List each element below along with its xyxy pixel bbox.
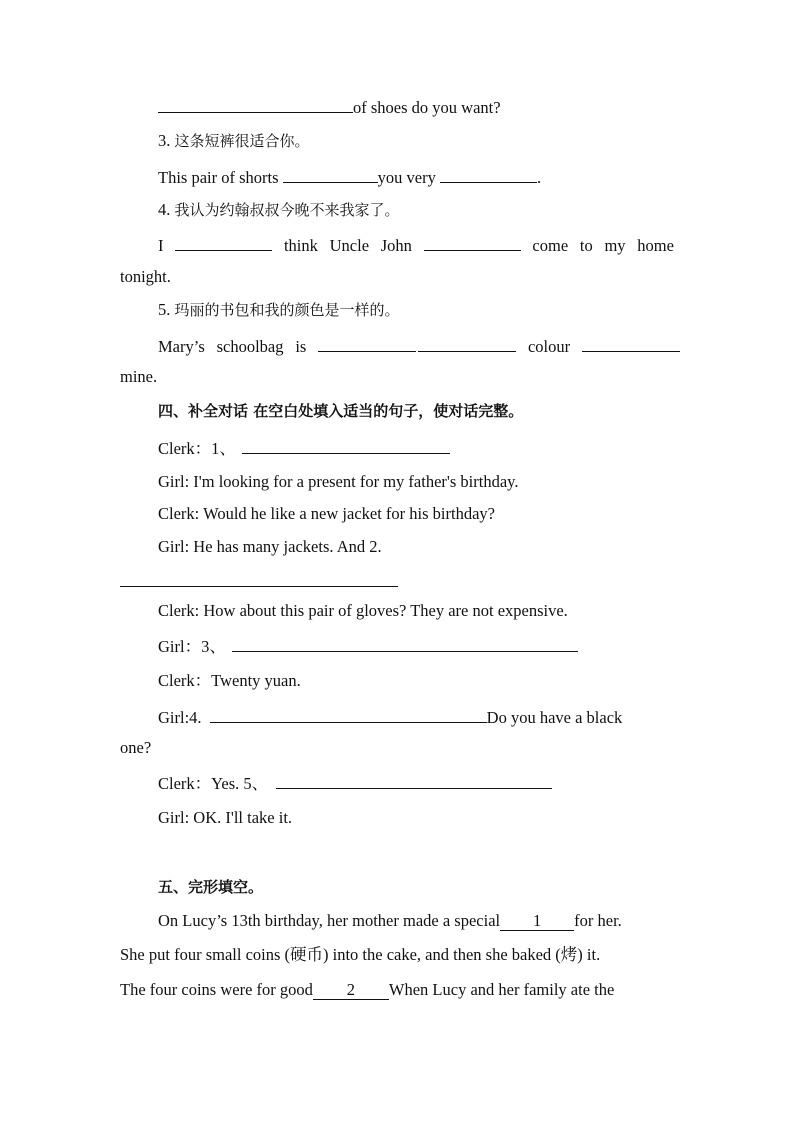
cloze-line: [158, 911, 622, 931]
answer-blank[interactable]: [424, 234, 521, 251]
english-text: is: [295, 337, 307, 356]
answer-blank[interactable]: [210, 706, 487, 723]
dialogue-line: [158, 706, 622, 728]
english-text: John: [380, 236, 412, 255]
cloze-text: When Lucy and her family ate the: [388, 980, 615, 999]
answer-blank[interactable]: [276, 772, 552, 789]
english-text: tonight.: [120, 267, 171, 286]
dialogue-line: [158, 772, 552, 794]
question-number: 3.: [158, 131, 171, 150]
dialogue-line: Girl: OK. I'll take it.: [158, 808, 293, 827]
q2-line: [158, 96, 501, 118]
double-blank: [318, 335, 516, 357]
cloze-text: The four coins were for good: [120, 980, 313, 999]
english-text: This pair of shorts: [158, 168, 279, 187]
answer-blank[interactable]: [318, 335, 416, 352]
answer-blank[interactable]: [232, 635, 578, 652]
dialogue-line: Girl: He has many jackets. And 2.: [158, 537, 382, 556]
question-number: 5.: [158, 300, 171, 319]
dialogue-line: [158, 635, 578, 657]
english-text: mine.: [120, 367, 158, 386]
answer-blank[interactable]: [582, 335, 680, 352]
answer-blank[interactable]: [440, 166, 537, 183]
chinese-prompt: 这条短裤很适合你。: [174, 132, 310, 150]
english-text: Mary’s: [158, 337, 205, 356]
english-text: come: [532, 236, 569, 255]
cloze-line: [120, 980, 614, 1000]
q2-text: of shoes do you want?: [353, 98, 501, 117]
cloze-text: for her.: [574, 911, 622, 930]
q5-english: [158, 335, 680, 357]
cloze-blank[interactable]: 1: [500, 912, 574, 931]
answer-blank[interactable]: [175, 234, 272, 251]
answer-blank[interactable]: [120, 570, 398, 587]
section-heading-dialogue: 四、补全对话 在空白处填入适当的句子，使对话完整。: [158, 402, 524, 420]
chinese-prompt: 我认为约翰叔叔今晚不来我家了。: [174, 201, 400, 219]
dialogue-line: Clerk：Twenty yuan.: [158, 671, 301, 690]
q3-english: [158, 166, 541, 188]
dialogue-text: Clerk：Yes. 5、: [158, 774, 269, 793]
q5-chinese: [158, 300, 400, 320]
english-text: Uncle: [329, 236, 370, 255]
dialogue-text: Clerk：1、: [158, 439, 236, 458]
answer-blank[interactable]: [158, 96, 353, 113]
dialogue-text: Girl：3、: [158, 637, 226, 656]
answer-blank[interactable]: [283, 166, 378, 183]
dialogue-line: Clerk: Would he like a new jacket for his birthday?: [158, 504, 495, 523]
english-text: to: [579, 236, 593, 255]
english-text: home: [637, 236, 674, 255]
q4-english: [158, 234, 674, 256]
q5-wrap: [120, 367, 157, 387]
question-number: 4.: [158, 200, 171, 219]
answer-blank[interactable]: [418, 335, 516, 352]
english-text: you very: [377, 168, 436, 187]
english-text: colour: [527, 337, 571, 356]
q3-chinese: [158, 131, 310, 151]
dialogue-wrap: one?: [120, 738, 152, 757]
english-text: schoolbag: [216, 337, 284, 356]
dialogue-text: Girl:4.: [158, 708, 202, 727]
answer-blank[interactable]: [242, 437, 450, 454]
english-text: I: [158, 236, 164, 255]
cloze-blank[interactable]: 2: [313, 981, 389, 1000]
dialogue-line: [158, 437, 450, 459]
dialogue-line: Clerk: How about this pair of gloves? They are not expensive.: [158, 601, 568, 620]
q4-chinese: [158, 200, 400, 220]
chinese-prompt: 玛丽的书包和我的颜色是一样的。: [174, 301, 400, 319]
cloze-text: On Lucy’s 13th birthday, her mother made a special: [158, 911, 501, 930]
q4-wrap: [120, 267, 171, 287]
dialogue-text: Do you have a black: [486, 708, 623, 727]
english-text: think: [283, 236, 318, 255]
section-heading-cloze: 五、完形填空。: [158, 878, 264, 896]
english-text: my: [604, 236, 626, 255]
cloze-line: She put four small coins (硬币) into the cake, and then she baked (烤) it.: [120, 945, 601, 964]
dialogue-blank-line: [120, 570, 398, 592]
dialogue-line: Girl: I'm looking for a present for my father's birthday.: [158, 472, 519, 491]
english-text: .: [536, 168, 542, 187]
